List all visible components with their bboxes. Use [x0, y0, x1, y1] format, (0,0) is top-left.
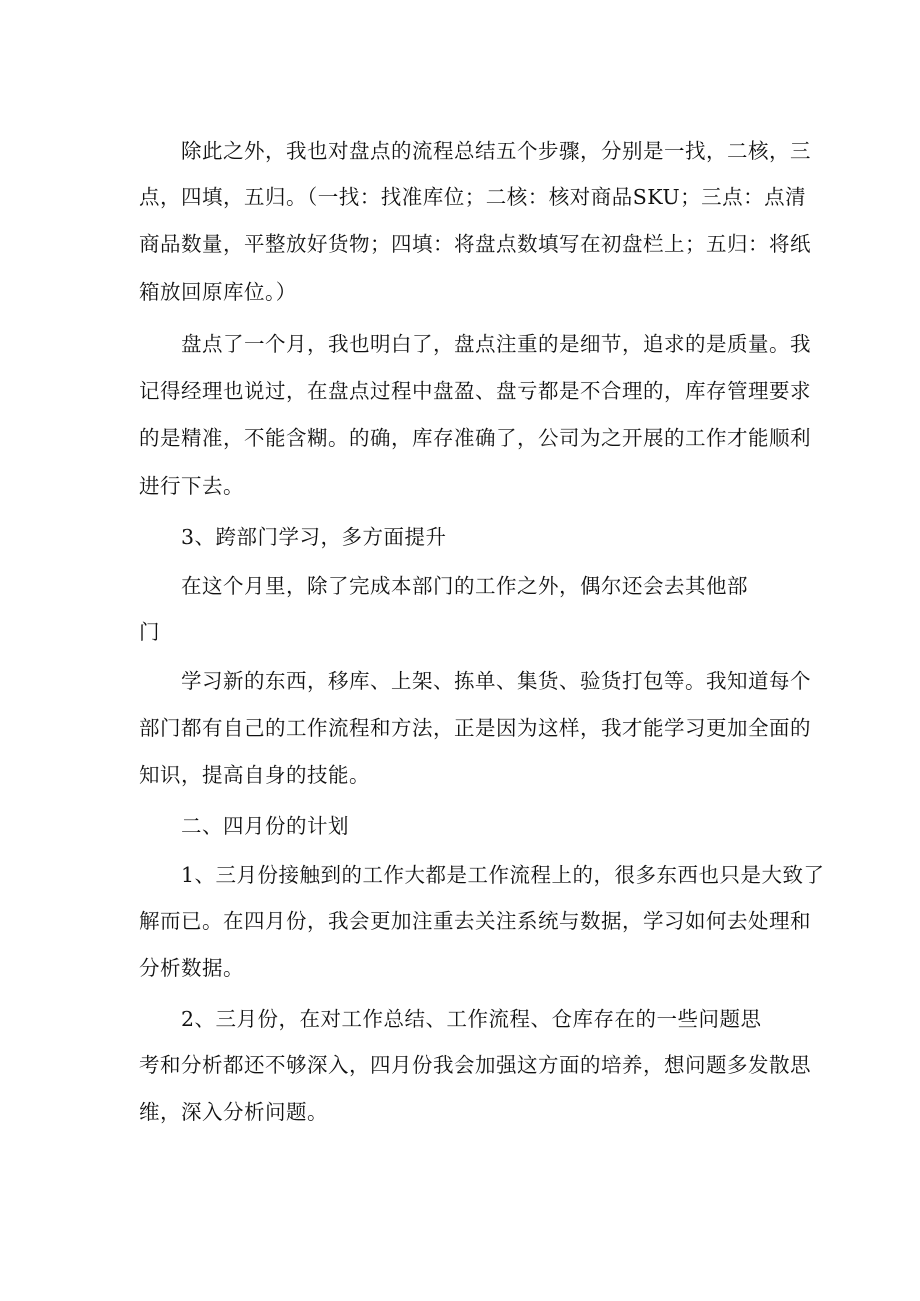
text-line: 部门都有自己的工作流程和方法，正是因为这样，我才能学习更加全面的	[139, 716, 811, 740]
text-line: 除此之外，我也对盘点的流程总结五个步骤，分别是一找，二核，三	[181, 139, 811, 163]
text-line: 记得经理也说过，在盘点过程中盘盈、盘亏都是不合理的，库存管理要求	[139, 379, 811, 403]
text-line: 在这个月里，除了完成本部门的工作之外，偶尔还会去其他部	[181, 574, 748, 598]
text-line: 知识，提高自身的技能。	[139, 763, 370, 787]
text-line: 分析数据。	[139, 956, 244, 980]
text-line: 考和分析都还不够深入，四月份我会加强这方面的培养，想问题多发散思	[139, 1053, 811, 1077]
text-line: 的是精准，不能含糊。的确，库存准确了，公司为之开展的工作才能顺利	[139, 426, 811, 450]
text-line: 2、三月份，在对工作总结、工作流程、仓库存在的一些问题思	[181, 1007, 762, 1031]
text-line: 点，四填，五归。（一找：找准库位；二核：核对商品SKU；三点：点清	[139, 185, 807, 209]
text-line: 门	[139, 620, 160, 644]
text-line: 商品数量，平整放好货物；四填：将盘点数填写在初盘栏上；五归：将纸	[139, 232, 811, 256]
text-line: 盘点了一个月，我也明白了，盘点注重的是细节，追求的是质量。我	[181, 332, 811, 356]
section-heading: 3、跨部门学习，多方面提升	[181, 525, 447, 549]
text-line: 学习新的东西，移库、上架、拣单、集货、验货打包等。我知道每个	[181, 669, 811, 693]
text-line: 解而已。在四月份，我会更加注重去关注系统与数据，学习如何去处理和	[139, 909, 811, 933]
section-heading: 二、四月份的计划	[181, 814, 349, 838]
text-line: 维，深入分析问题。	[139, 1100, 328, 1124]
text-line: 进行下去。	[139, 474, 244, 498]
text-line: 1、三月份接触到的工作大都是工作流程上的，很多东西也只是大致了	[181, 863, 825, 887]
text-line: 箱放回原库位。）	[139, 280, 297, 304]
